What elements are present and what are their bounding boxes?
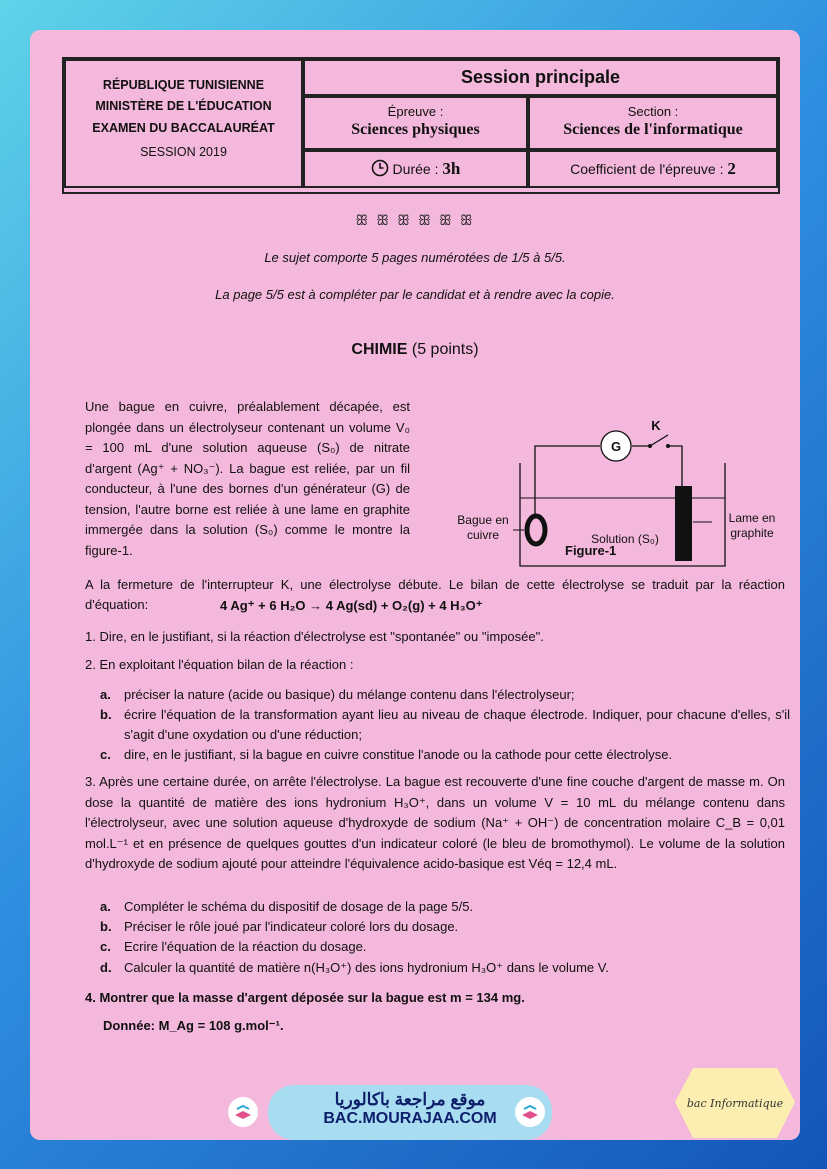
plate-label-2: graphite (730, 526, 774, 540)
question-3a (100, 897, 790, 917)
solution-label: Solution (S₀) (591, 532, 659, 546)
letter-b: b. (100, 707, 112, 722)
letter-d: d. (100, 960, 112, 975)
session-year-text: SESSION 2019 (140, 145, 227, 159)
site-logo-left (228, 1097, 258, 1127)
site-arabic: موقع مراجعة باكالوريا (334, 1090, 486, 1109)
intro-text: Une bague en cuivre, préalablement décapée, est plongée dans un électrolyseur contenant un volume V₀ = 100 mL d'une solution aqueuse (S₀) de nitrate d'argent (Ag⁺ + NO₃⁻). La bague est reliée, par un fil conducteur, à l'une des bornes d'un générateur (G) de tension, l'autre borne est reliée à une lame en graphite immergée dans la solution (S₀) comme le montre la figure-1. (85, 399, 410, 558)
book-icon (228, 1097, 258, 1127)
header-table (62, 57, 780, 194)
site-badge[interactable] (268, 1085, 552, 1140)
question-3d (100, 958, 790, 978)
site-url[interactable]: BAC.MOURAJAA.COM (323, 1110, 497, 1127)
duree-label: Durée : (392, 161, 439, 177)
coef-value: 2 (727, 159, 736, 178)
graphite-plate (675, 486, 692, 561)
ring-label-2: cuivre (466, 528, 500, 542)
question-2b (100, 705, 790, 745)
question-2a-text: préciser la nature (acide ou basique) du mélange contenu dans l'électrolyseur; (124, 687, 575, 702)
question-3d-text: Calculer la quantité de matière n(H₃O⁺) des ions hydronium H₃O⁺ dans le volume V. (124, 960, 609, 975)
figure-1 (420, 388, 790, 568)
letter-c-2: c. (100, 939, 111, 954)
coef-label: Coefficient de l'épreuve : (570, 161, 724, 177)
question-3b (100, 917, 790, 937)
exam-text: EXAMEN DU BACCALAURÉAT (92, 121, 275, 135)
session-type: Session principale (303, 59, 778, 96)
generator-G (601, 431, 631, 461)
reaction-equation: 4 Ag⁺ + 6 H₂O → 4 Ag(sd) + O₂(g) + 4 H₃O⁺ (220, 598, 483, 613)
letter-a: a. (100, 687, 111, 702)
coef-cell (528, 150, 778, 188)
question-3c-text: Ecrire l'équation de la réaction du dosage. (124, 939, 367, 954)
brand-badge (673, 1062, 797, 1140)
epreuve-label: Épreuve : (387, 104, 444, 119)
switch-contact-1 (648, 444, 652, 448)
question-3: 3. Après une certaine durée, on arrête l'électrolyse. La bague est recouverte d'une fine couche d'argent de masse m. On dose la quantité de matière des ions hydronium H₃O⁺, dans un volume V = 10 mL du mélange contenu dans l'électrolyseur, avec une solution aqueuse d'hydroxyde de sodium (Na⁺ + OH⁻) de concentration molaire C_B = 0,01 mol.L⁻¹ et en présence de quelques gouttes d'un indicateur coloré (le bleu de bromothymol). Le volume de la solution d'hydroxyde de sodium ajouté pour atteindre l'équivalence acido-basique est Véq = 12,4 mL. (85, 774, 785, 871)
question-2c-text: dire, en le justifiant, si la bague en cuivre constitue l'anode ou la cathode pour cette électrolyse. (124, 747, 673, 762)
duree-cell (303, 150, 528, 188)
figure-caption: Figure-1 (565, 543, 617, 558)
reaction-intro: A la fermeture de l'interrupteur K, une électrolyse débute. Le bilan de cette électrolyse se traduit par la réaction d'équation: (85, 577, 785, 612)
section-title: CHIMIE (351, 341, 408, 358)
switch-label: K (651, 418, 661, 433)
question-2c (100, 745, 790, 765)
section-heading (30, 341, 800, 359)
ring-label-1: Bague en (457, 513, 509, 527)
question-2a (100, 685, 790, 705)
ministry-cell (64, 59, 303, 188)
section-value: Sciences de l'informatique (563, 121, 743, 138)
duree-value: 3h (442, 159, 461, 178)
clock-icon (371, 159, 389, 177)
letter-b-2: b. (100, 919, 112, 934)
electrolyser-vessel (520, 463, 725, 566)
republic-text: RÉPUBLIQUE TUNISIENNE (102, 78, 265, 92)
site-logo-right (515, 1097, 545, 1127)
brand-text: bac Informatique (686, 1097, 784, 1110)
question-2: 2. En exploitant l'équation bilan de la réaction : (85, 657, 354, 672)
generator-label: G (610, 439, 622, 454)
epreuve-value: Sciences physiques (351, 121, 480, 138)
pages-note: Le sujet comporte 5 pages numérotées de 1/5 à 5/5. (264, 250, 566, 265)
section-cell (528, 96, 778, 150)
question-1: 1. Dire, en le justifiant, si la réaction d'électrolyse est "spontanée" ou "imposée". (85, 629, 544, 644)
book-icon-2 (515, 1097, 545, 1127)
ministry-text: MINISTÈRE DE L'ÉDUCATION (95, 99, 272, 113)
complete-note: La page 5/5 est à compléter par le candidat et à rendre avec la copie. (215, 287, 615, 302)
ornament: ꕥ ꕥ ꕥ ꕥ ꕥ ꕥ (355, 212, 475, 228)
letter-c: c. (100, 747, 111, 762)
question-4: 4. Montrer que la masse d'argent déposée sur la bague est m = 134 mg. (85, 990, 525, 1005)
section-label: Section : (627, 104, 679, 119)
section-points: (5 points) (411, 341, 479, 358)
question-3c (100, 937, 790, 957)
question-2b-text: écrire l'équation de la transformation ayant lieu au niveau de chaque électrode. Indiquer, pour chacune d'elles, s'il s'agit d'une oxydation ou d'une réduction; (124, 707, 790, 742)
exam-page (30, 30, 800, 1140)
donnee: Donnée: M_Ag = 108 g.mol⁻¹. (103, 1018, 284, 1033)
letter-a-2: a. (100, 899, 111, 914)
question-3b-text: Préciser le rôle joué par l'indicateur coloré lors du dosage. (124, 919, 459, 934)
copper-ring (527, 516, 545, 544)
plate-label-1: Lame en (728, 511, 776, 525)
switch-contact-2 (666, 444, 670, 448)
question-3a-text: Compléter le schéma du dispositif de dosage de la page 5/5. (124, 899, 474, 914)
epreuve-cell (303, 96, 528, 150)
